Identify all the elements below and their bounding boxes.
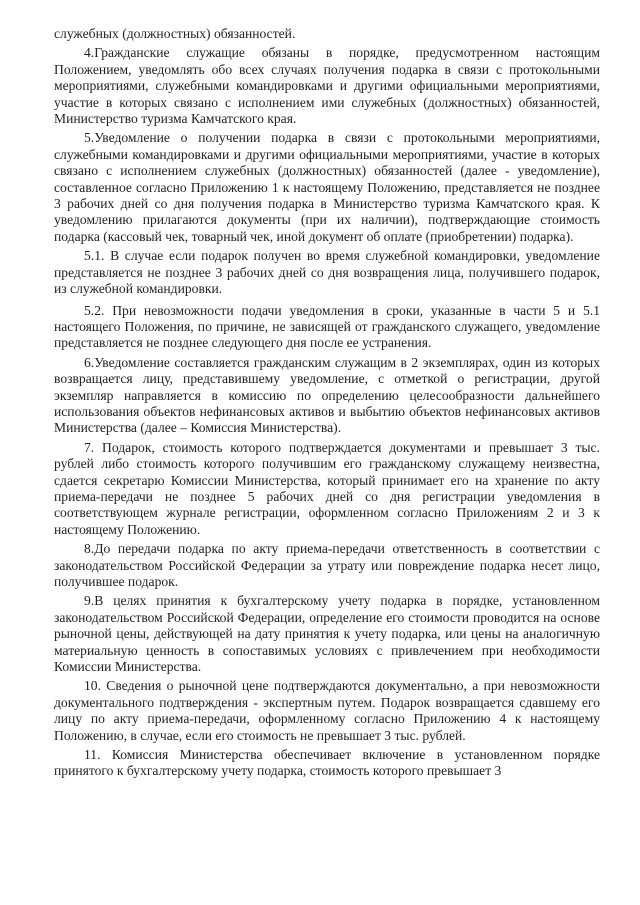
paragraph-4: 4.Гражданские служащие обязаны в порядке, предусмотренном настоящим Положением, уведомлять обо всех случаях получения подарка в связи с протокольными мероприятиями, служебными командировками и другими официальными мероприятиями, участие в которых связано с исполнением ими служебных (должностных) обязанностей, Министерство туризма Камчатского края.	[54, 45, 600, 127]
paragraph-5-1: 5.1. В случае если подарок получен во время служебной командировки, уведомление представляется не позднее 3 рабочих дней со дня возвращения лица, получившего подарок, из служебной командировки.	[54, 248, 600, 297]
document-page	[54, 26, 600, 780]
paragraph-5: 5.Уведомление о получении подарка в связи с протокольными мероприятиями, служебными командировками и другими официальными мероприятиями, участие в которых связано с исполнением служебных (должностных) обязанностей (далее - уведомление), составленное согласно Приложению 1 к настоящему Положению, представляется не позднее 3 рабочих дней со дня получения подарка в Министерство туризма Камчатского края. К уведомлению прилагаются документы (при их наличии), подтверждающие стоимость подарка (кассовый чек, товарный чек, иной документ об оплате (приобретении) подарка).	[54, 130, 600, 244]
paragraph-9: 9.В целях принятия к бухгалтерскому учету подарка в порядке, установленном законодательством Российской Федерации, определение его стоимости проводится на основе рыночной цены, действующей на дату принятия к учету подарка, или цены на аналогичную материальную ценность в сопоставимых условиях с привлечением при необходимости Комиссии Министерства.	[54, 593, 600, 675]
paragraph-continuation: служебных (должностных) обязанностей.	[54, 26, 296, 41]
paragraph-10: 10. Сведения о рыночной цене подтверждаются документально, а при невозможности документального подтверждения - экспертным путем. Подарок возвращается сдавшему его лицу по акту приема-передачи, оформленному согласно Приложению 4 к настоящему Положению, в случае, если его стоимость не превышает 3 тыс. рублей.	[54, 678, 600, 743]
paragraph-6: 6.Уведомление составляется гражданским служащим в 2 экземплярах, один из которых возвращается лицу, представившему уведомление, с отметкой о регистрации, другой экземпляр направляется в комиссию по определению целесообразности дальнейшего использования объектов нефинансовых активов и выбытию объектов нефинансовых активов Министерства (далее – Комиссия Министерства).	[54, 354, 600, 436]
paragraph-11: 11. Комиссия Министерства обеспечивает включение в установленном порядке принятого к бухгалтерскому учету подарка, стоимость которого превышает 3	[54, 747, 600, 779]
paragraph-8: 8.До передачи подарка по акту приема-передачи ответственность в соответствии с законодательством Российской Федерации за утрату или повреждение подарка несет лицо, получившее подарок.	[54, 541, 600, 589]
paragraph-7: 7. Подарок, стоимость которого подтверждается документами и превышает 3 тыс. рублей либо стоимость которого получившим его гражданскому служащему неизвестна, сдается секретарю Комиссии Министерства, который принимает его на хранение по акту приема-передачи не позднее 5 рабочих дней со дня регистрации уведомления в соответствующем журнале регистрации, оформленном согласно Приложениям 2 и 3 к настоящему Положению.	[54, 439, 600, 537]
paragraph-5-2: 5.2. При невозможности подачи уведомления в сроки, указанные в части 5 и 5.1 настоящего Положения, по причине, не зависящей от гражданского служащего, уведомление представляется не позднее следующего дня после ее устранения.	[54, 302, 600, 351]
